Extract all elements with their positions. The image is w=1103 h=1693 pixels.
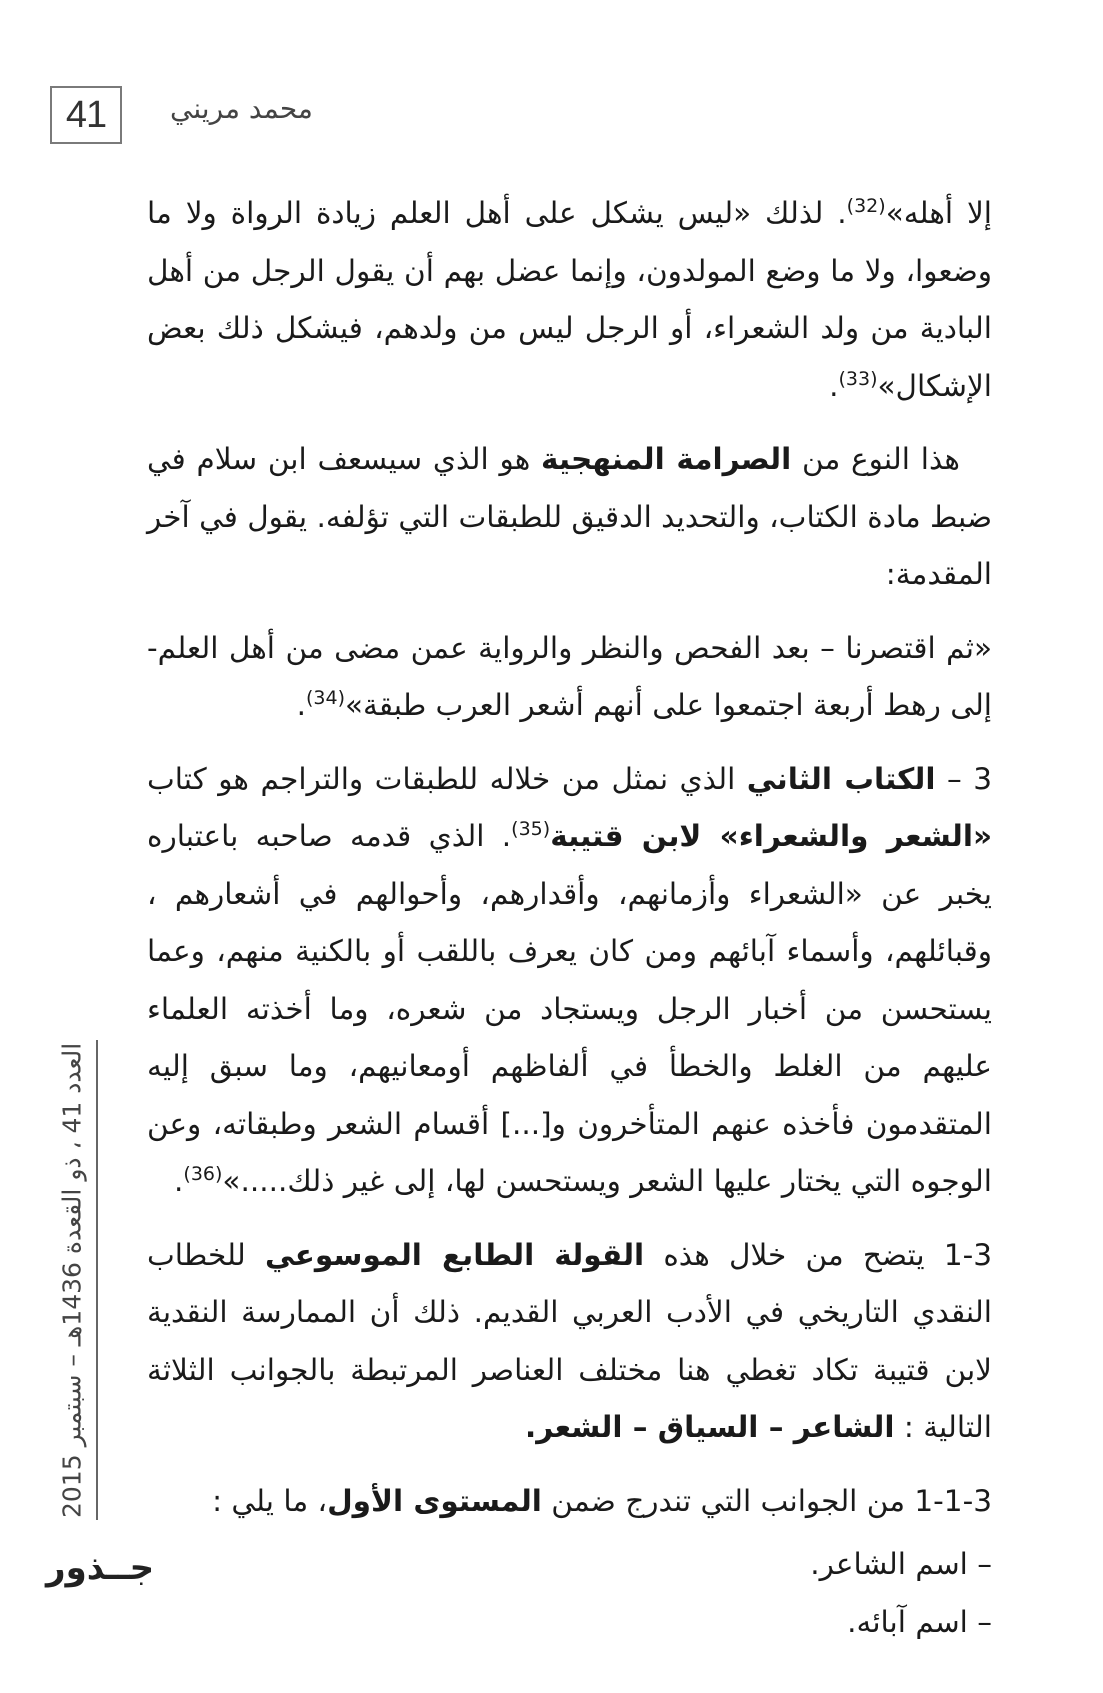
footnote-ref: (35) [511,818,551,841]
journal-logo: جــذور [46,1548,155,1588]
paragraph [147,751,992,1211]
text-run: . [296,688,306,722]
paragraph [147,185,992,415]
footnote-ref: (36) [183,1163,223,1186]
footnote-ref: (32) [846,195,886,218]
list-item [147,1536,992,1594]
text-run: – اسم الشاعر. [810,1547,992,1581]
text-run: إلا أهله» [885,196,993,230]
emphasis-text: الكتاب الثاني [746,761,936,796]
paragraph [147,1227,992,1457]
page-number: 41 [50,86,122,144]
text-run: للخطاب النقدي التاريخي في الأدب العربي القديم. ذلك أن الممارسة النقدية لابن قتيبة تكاد تغطي هنا مختلف العناصر المرتبطة بالجوانب الثلاثة التالية : [147,1237,992,1444]
text-run: . لذلك «ليس يشكل على أهل العلم زيادة الرواة ولا ما وضعوا، ولا ما وضع المولدون، وإنما عضل بهم أن يقول الرجل من أهل البادية من ولد الشعراء، أو الرجل ليس من ولدهم، فيشكل ذلك بعض الإشكال» [147,196,992,403]
emphasis-text: «الشعر والشعراء» لابن قتيبة [550,819,992,853]
text-run: – اسم آبائه. [847,1604,992,1639]
issue-info-sidebar: العدد 41 ، ذو القعدة 1436هـ – سبتمبر 2015 [48,1040,98,1520]
text-run: ، ما يلي : [212,1483,328,1518]
emphasis-text: الصرامة المنهجية [541,442,792,476]
text-run: «ثم اقتصرنا – بعد الفحص والنظر والرواية عمن مضى من أهل العلم- إلى رهط أربعة اجتمعوا على أنهم أشعر العرب طبقة» [147,630,992,722]
text-run: 1-1-3 من الجوانب التي تندرج ضمن [541,1483,992,1518]
text-run: 1-3 يتضح من خلال هذه [644,1237,992,1272]
emphasis-text: القولة الطابع الموسوعي [264,1237,645,1272]
article-body [147,185,992,1651]
text-run: . [174,1164,184,1198]
text-run: هو الذي سيسعف ابن سلام في ضبط مادة الكتاب، والتحديد الدقيق للطبقات التي تؤلفه. يقول في آخر المقدمة: [147,442,992,591]
text-run: هذا النوع من [791,442,960,476]
emphasis-text: المستوى الأول [327,1483,542,1518]
footnote-ref: (34) [305,687,345,710]
text-run: . الذي قدمه صاحبه باعتباره يخبر عن «الشعراء وأزمانهم، وأقدارهم، وأحوالهم في أشعارهم ، وقبائلهم، وأسماء آبائهم ومن كان يعرف باللقب أو بالكنية منهم، وعما يستحسن من أخبار الرجل ويستجاد من شعره، وما أخذته العلماء عليهم من الغلط والخطأ في ألفاظهم أومعانيهم، وما سبق إليه المتقدمون فأخذه عنهم المتأخرون و[...] أقسام الشعر وطبقاته، وعن الوجوه التي يختار عليها الشعر ويستحسن لها، إلى غير ذلك.....» [147,819,992,1198]
list-item [147,1594,992,1652]
paragraph [147,620,992,735]
footnote-ref: (33) [838,367,878,390]
paragraph [147,431,992,604]
text-run: 3 – [935,761,992,796]
text-run: . [829,368,839,403]
running-header-author: محمد مريني [170,92,313,125]
emphasis-text: الشاعر – السياق – الشعر. [525,1410,895,1444]
paragraph [147,1473,992,1531]
text-run: الذي نمثل من خلاله للطبقات والتراجم هو كتاب [147,761,747,796]
